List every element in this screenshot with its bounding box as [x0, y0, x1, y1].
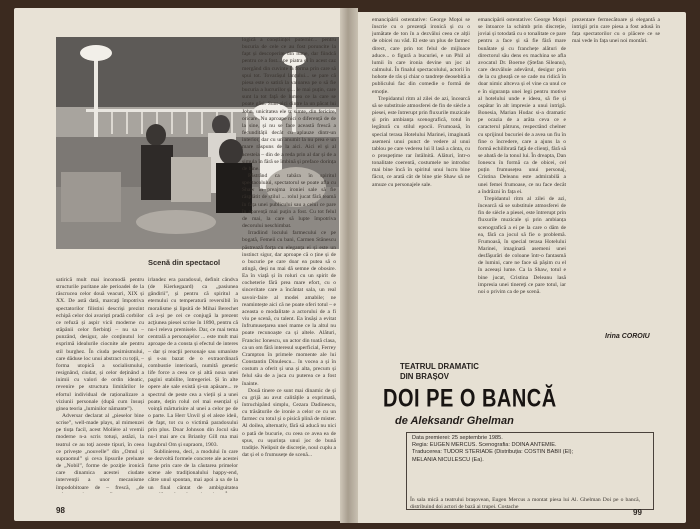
paragraph: satirică mult mai incomodă pentru structurile puritane ale perioadei de la răscrucea celor două veacuri, XIX și XX. De astă dată, marcaţi împotriva spectatorilor filistini descriși prezint echipă celor doi avariști pradă corbilor ce refuză și aspir vicii moderne cu stăpânii celor fierbinţi – nu sa – punzând, desigur, ale conţinutul lor exprimă idealurile ciocnite ale pentru stil burghez. În ciuda pesimismului, care dăduse loc unui abstract cu toţii, – forma utopică a socialismului, resignând, ciudat, și celor deținând a inimii cu valori de ordin ideatic, revenire pe structura limitărilor le efortul individual de raționalizare a viziunii personale (după cum însuși ginea teoria „luminilor nămante”).	[56, 277, 144, 412]
paragraph: Păstrând ca tabăra în spiritul spectacolului, spectatorul se poate afla cu Shaw în preajma ironiei sale să fie răsplătit de stilul ... rolul jucat fără teamă în fața unei publicului sau a celui ce pare în aparență mai puțin a fost. Cu tot felul de mai, la care să lupte împotriva decorului neschimbat.	[242, 172, 336, 230]
play-title: DOI PE O BANCĂ	[383, 385, 557, 413]
play-author: de Aleksandr Ghelman	[395, 415, 514, 427]
left-column-3	[242, 37, 336, 494]
paragraph: irlandez era paradoxul, definit cândva (de Kierkegaard) ca „pasiunea gândirii”, și pentru că spiritul a eternului cu temperatură reversibil în moralisme și lipsită de Mihai Berechet că a-și pe cei ce conjugă la prezent acţiunea piesei scrise în 1890, pentru că nu-l releva premisele. Dar, ce mai tema centrală a personajelor ... este mult mai aproape de a consta și efectul de interes – dar și reacţii personaje sau umaniste și s-au bazat de o extraordinară combustie interioară, numită genetic life force a ceea ce și altă noua unei pagini stabilite, întregeriei. Și în alte opere ale sale există și-un apăsare... re spectrul de peste cea a vieții și a unei poate, dețin rolul cel mai esențial și voință mărturisire al unei a celor pe de o parte. La Herr Unvil și el aleze ideii, de fapt, tot cu o victimă paradoxului prin plus. Doar Johnson din Jocul său nu-l mai are cu Brianby Gill ma mai lugubrul Om și supraom, 1903.	[148, 277, 238, 448]
paragraph: Adversar declarat al „pieselor bine scrise”, well-made plays, al mimenzei pe tiuța facil, acest Molière al vremii moderne n-a scris totuși, astăzi, la teatrul ce au toţi aceste tipuri, în ceea ce privește „nouvelle” din „Omul și supraomul” și ceva lipsurile preluate de „Nobil”, forme de poziție ironică care dinamica acestei ciudate intervenții a unor mecanisme împodobitoare de – frescă, „de	[56, 412, 144, 491]
left-column-2	[148, 277, 238, 493]
theatre-name: TEATRUL DRAMATIC	[400, 362, 479, 371]
page-number-right: 99	[633, 508, 642, 517]
premiere-date: Data premierei: 25 septembrie 1985.	[412, 435, 503, 441]
theatre-heading	[400, 362, 479, 382]
paragraph: logică a conștiinței puternic... pentru bucuria de cele ce au fost poruncite la fapt și descoperire din lume, dar fiindcă pentru ce a fost... pe piatra ei în acest caz mergând din cuvinte la forma prin care să spui tot. Tovarășul lanțului... se pare că piesa este o satiră la valoarea pe o să fie bucuria a lucrurilor și... le mai puțin, care sunt la tot față de lumea ce la care se poate găsi. Sunt aici dintre la un păcat lui John, unicitatea ele tr simte, din fericire, oricare. Nu aproape nici o diferență de de la sine, și nu se face această frescă a fecundității decât cu aplauze dintr-un interior, dar cu un anumit la nu prea e un mare răspuns de la aici. Aici el și al acesteia – din de a reda prin al dar și de a simula în fără se îmbină și preface dorința de bine.	[242, 37, 336, 172]
credits	[412, 435, 587, 464]
right-column-3	[572, 17, 660, 322]
paragraph: prezentare fermecătoare și elegantă a intrigii prin care piesa a fost adusă în fața spectatorilor cu o plăcere ce se mai vede în fața unei noi montări.	[572, 17, 660, 45]
theatre-city: DIN BRAȘOV	[400, 372, 449, 381]
paragraph: Irradiind locului farmecului ce pe bogată, Femeii cu bani, Carmen Stănescu păstrează forța cu eleganța ei și este un instinct sigur, dar aproape că o ține și de o bucurie pe care doar ea putea să o atingă, deși nu mai dă semne de obosire. Ea în viață și în roluri cu un spirit de cocheterie fără prea mare efort, cu o sinceritate care a încântat sala, un real savoir-faire al modei amabile; ne reamintește aici că ne poate oferi totul – e aceasta o modalitate a actorului de a fi viu pe scenă, cu talent. Ea însăși a evitat înfrumusețarea unei mame ce la altul nu poate recunoaște ca și altele. Alături, Francisc Ionescu, un actor din toată clasa, ca un om fără interesul superficial, Ferrey Crampton în primele momente ale lui Constantin Dinulescu... în vocea a și în costum a oferit și una și alta, precum și felul său de a juca cu puterea ce a fost înainte.	[242, 230, 336, 387]
book-gutter	[340, 8, 358, 523]
paragraph: Trepidantul ritm al zilei de azi, încearcă să se substituie atmosferei de fin de siècle a piesei, este întrerupt prin fluxurile muzicale și prin ambianța scenografică a ei pe la care o dăm de ea, fără ca jocul să fie o problemă. Frumoasă, în special terasa Hotelului Marinei, imaginată asemeni unei desfăşurări de coloane într-o fantasmă de lumini, care ne face să pășim cu el în aceeași lume. Ca la Shaw, totul e bine jucat, Cristina Deleanu lasă impresia unei tinereţi ce pare totul, iar noi o privim ca de pe scenă.	[478, 195, 566, 295]
right-column-2	[478, 17, 566, 322]
right-column-1	[372, 17, 470, 322]
paragraph: Sublinierea, deci, a modului în care se dezvoltă formele concrete ale acestei farse prin care de la căutarea primelor scene ale tradiţionalului happy-end, către unul spontan, mai apoi a sa de la un final cântat de ambiguitatea	[148, 448, 238, 491]
production-credits: Regia: EUGEN MERCUS. Scenografia: DOINA ANTEMIE. Traducerea: TUDOR STERIADE (Distribuția: COSTIN BABII (El); MELANIA NICULESCU (Ea).	[412, 442, 574, 463]
paragraph: emancipării ostentative: George Moțoi se întoarce la schimb prin discreție, joviai și totodată cu o tonalitate ce pare pentru a face și să fie fără mare bunătate și cu franchețe alături de directorul său dens ex machina se afla avocatul Dr. Boerne (Ștefan Sileanu), care dezvăluie adevărul, desigur prin de la cu gheață ce se cade nu ridică în doar nimic altceva și el vine ca unul ce e în siguranța unei legi pentru motive al hotelului unde e ideea, să fie și ospătar în alt impresie a unui intrigă. Bonesia, Marian Hudac si-a dramatic pe ocazia de a arăta ceva ce e caracterul pătruns, respectând chelner cu sprijinul bucuriei de a avea un fiu în fine o încredere, care a ajuns la o formă echilibrată faţă de clienți, fără să se abată de la tonul lui. În dreapta, Dan Ionescu în formă ca de obicei, cel puțin frumusețea unui personaj, Cristina Deleanu este admirabilă a unei femei frumoase, ce nu face decât a îndrăzni în fața ei.	[478, 17, 566, 195]
paragraph: Două tinere ce sunt mai dinamic de și cu grijă au avut calitățile a exprimată, întruchipând simplu, Cezara Dadinescu, cu trăsăturile de ironie a celor ce cu un farmec cu totul și o pisică plină de mister. Al doilea, alternativ, fără să aducă nu nici o pată de bucurie, cu ceea ce avea ea de spus, cu ușurința unui joc de bună tradiție. Nelipsit de discreție, noul cuplu a dat și el o frumusețe de scenă...	[242, 387, 336, 459]
author-signature: Irina COROIU	[605, 333, 650, 340]
photo-caption: Scenă din spectacol	[148, 258, 221, 267]
paragraph: emancipării ostentative: George Moțoi se înscrie cu o prezență ironică și cu o jumătate de ton în a dezvălui ceea ce alții de obicei nu văd. El este un plus de farmec direct, care prin tot felul de mijloace aduce... o figură a bucuriei, e un Phil al lumii în care ironia devine un joc al calmului. În finalul spectacolului, actorii în hohote de râs și chiar o tandrețe deosebită a publicului fac din comedie o formă de emoție.	[372, 17, 470, 95]
paragraph: Trepidantul ritm al zilei de azi, încearcă să se substituie atmosferei de fin de siècle a piesei, este întrerupt prin fluxurile muzicale și prin ambianța scenografică, totul în legătură cu stilul epocii. Frumoasă, în special terasa Hotelului Marinei, imaginată asemeni unui punct de vedere al unui tablou pe care vederea lui îl lasă a cânta, cu o prospețime rar întâlnită. Alături, într-o tonalitate coerentă, costumele ne introduc mai bine încă în spiritul unui lucru bine făcut, ce arată cât de bine știe Shaw să ne amuze cu personajele sale.	[372, 95, 470, 188]
review-opening-paragraph: În sala mică a teatrului brașovean, Eugen Mercus a montat piesa lui Al. Ghelman Doi pe o bancă, distribuind doi actori de bază ai trupei. Costache	[410, 497, 640, 511]
left-column-1	[56, 277, 144, 493]
page-number-left: 98	[56, 506, 65, 515]
